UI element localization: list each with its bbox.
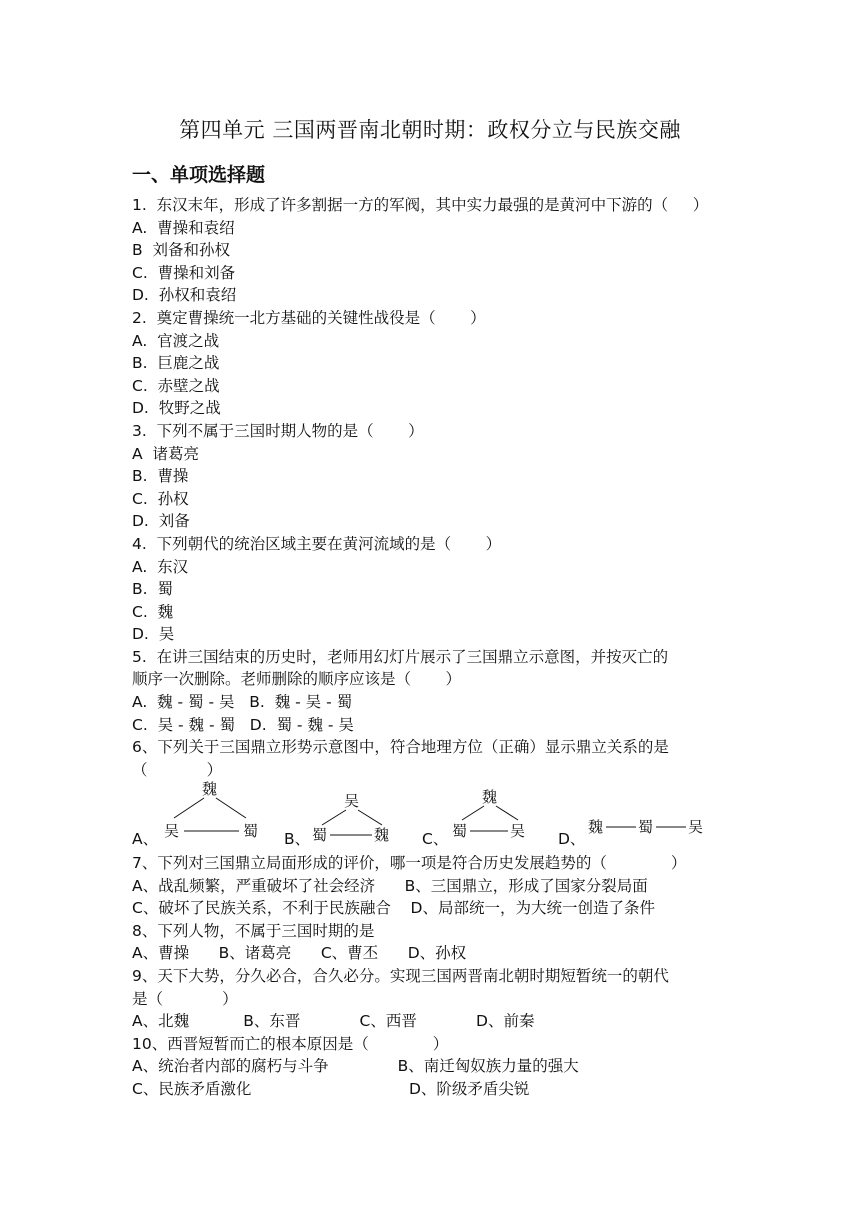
- question-line: A. 魏 - 蜀 - 吴 B. 魏 - 吴 - 蜀: [132, 693, 353, 712]
- question-line: 3. 下列不属于三国时期人物的是（ ）: [132, 421, 424, 440]
- q6-a-left: 吴: [164, 822, 180, 840]
- question-line: A 诸葛亮: [132, 444, 199, 463]
- question-line: 2. 奠定曹操统一北方基础的关键性战役是（ ）: [132, 308, 486, 327]
- question-line: D. 刘备: [132, 512, 190, 531]
- question-line: 7、下列对三国鼎立局面形成的评价，哪一项是符合历史发展趋势的（ ）: [132, 854, 687, 872]
- question-line: D. 孙权和袁绍: [132, 286, 237, 305]
- q6-option-d-label: D、: [558, 830, 586, 848]
- question-line: D. 牧野之战: [132, 399, 221, 418]
- q6-option-a-diagram: [160, 778, 260, 846]
- question-line: 1. 东汉末年，形成了许多割据一方的军阀，其中实力最强的是黄河中下游的（ ）: [132, 196, 709, 214]
- question-line: A、曹操 B、诸葛亮 C、曹丕 D、孙权: [132, 944, 467, 963]
- question-line: C. 赤壁之战: [132, 376, 220, 395]
- q6-option-a-label: A、: [132, 830, 159, 848]
- question-line: B 刘备和孙权: [132, 241, 230, 260]
- question-line: A、统治者内部的腐朽与斗争 B、南迁匈奴族力量的强大: [132, 1057, 579, 1076]
- question-line: 10、西晋短暂而亡的根本原因是（ ）: [132, 1034, 449, 1053]
- question-line: C. 孙权: [132, 489, 189, 508]
- question-line: A. 曹操和袁绍: [132, 218, 235, 237]
- q6-b-left: 蜀: [312, 826, 328, 844]
- question-line: 是（ ）: [132, 989, 238, 1008]
- question-line: A. 东汉: [132, 557, 189, 576]
- q6-option-b-label: B、: [284, 830, 311, 848]
- q6-c-right: 吴: [510, 822, 526, 840]
- question-line: A. 官渡之战: [132, 331, 220, 350]
- question-line: B. 巨鹿之战: [132, 354, 220, 373]
- question-line: C、民族矛盾激化 D、阶级矛盾尖锐: [132, 1079, 530, 1098]
- question-line: B. 蜀: [132, 580, 173, 599]
- question-line: B. 曹操: [132, 467, 189, 486]
- question-line: A、北魏 B、东晋 C、西晋 D、前秦: [132, 1012, 535, 1031]
- q6-option-c-label: C、: [422, 830, 449, 848]
- q6-option-c-diagram: [450, 786, 540, 850]
- q6-b-right: 魏: [374, 826, 390, 844]
- q6-d-item-3: 吴: [688, 818, 704, 836]
- question-body-lower: [132, 852, 742, 1101]
- question-line: 9、天下大势，分久必合，合久必分。实现三国两晋南北朝时期短暂统一的朝代: [132, 966, 669, 985]
- question-line: 顺序一次删除。老师删除的顺序应该是（ ）: [132, 670, 461, 689]
- q6-b-top: 吴: [344, 792, 360, 810]
- q6-a-top: 魏: [202, 780, 218, 798]
- q6-diagram-row: [132, 778, 732, 848]
- question-line: （ ）: [132, 760, 223, 779]
- question-line: C. 魏: [132, 602, 174, 621]
- question-line: 4. 下列朝代的统治区域主要在黄河流域的是（ ）: [132, 534, 502, 553]
- question-body-upper: [132, 194, 742, 781]
- q6-option-b-diagram: [310, 790, 400, 854]
- question-line: 6、下列关于三国鼎立形势示意图中，符合地理方位（正确）显示鼎立关系的是: [132, 738, 669, 757]
- section-heading: 一、单项选择题: [132, 164, 266, 186]
- question-line: A、战乱频繁，严重破坏了社会经济 B、三国鼎立，形成了国家分裂局面: [132, 876, 648, 895]
- question-line: 5. 在讲三国结束的历史时，老师用幻灯片展示了三国鼎立示意图，并按灭亡的: [132, 647, 669, 666]
- q6-c-left: 蜀: [452, 822, 468, 840]
- question-line: 8、下列人物，不属于三国时期的是: [132, 921, 375, 940]
- q6-d-item-2: 蜀: [638, 818, 654, 836]
- question-line: D. 吴: [132, 625, 175, 644]
- question-line: C、破坏了民族关系，不利于民族融合 D、局部统一，为大统一创造了条件: [132, 899, 655, 918]
- page-title: 第四单元 三国两晋南北朝时期：政权分立与民族交融: [179, 118, 681, 142]
- q6-a-right: 蜀: [243, 822, 259, 840]
- question-line: C. 吴 - 魏 - 蜀 D. 蜀 - 魏 - 吴: [132, 715, 354, 734]
- question-line: C. 曹操和刘备: [132, 263, 236, 282]
- q6-c-top: 魏: [482, 788, 498, 806]
- q6-d-item-1: 魏: [588, 818, 604, 836]
- q6-option-d-diagram: [586, 814, 716, 842]
